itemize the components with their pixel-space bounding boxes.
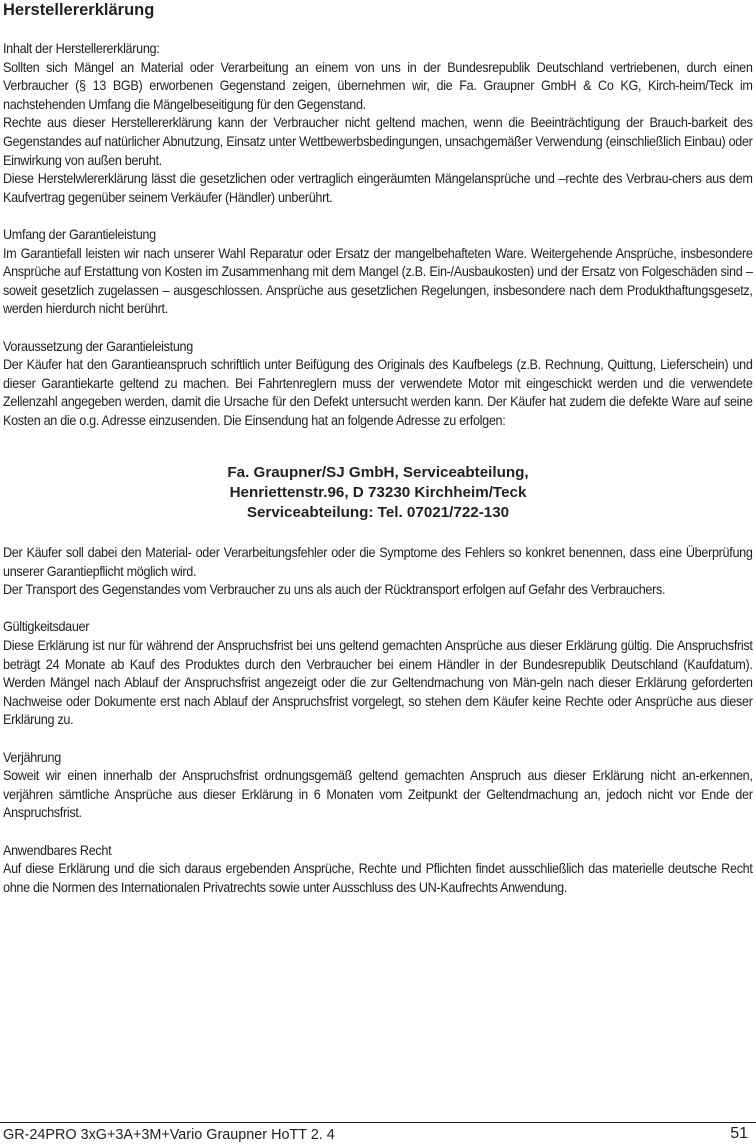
address-line-street: Henriettenstr.96, D 73230 Kirchheim/Teck [229, 484, 527, 501]
section-heading-verjaehrung: Verjährung [3, 749, 61, 765]
section-heading-recht: Anwendbares Recht [3, 842, 112, 858]
document-page [3, 0, 753, 430]
paragraph: Auf diese Erklärung und die sich daraus ergebenden Ansprüche, Rechte und Pflichten findet ausschließlich das materielle deutsche Recht ohne die Normen des Internationalen Privatrechts sowie unter Ausschluss des UN-Kaufrechts Anwendung. [3, 861, 753, 895]
address-line-phone: Serviceabteilung: Tel. 07021/722-130 [246, 504, 510, 521]
section-kaeufer [3, 544, 753, 600]
address-line-company: Fa. Graupner/SJ GmbH, Serviceabteilung, [227, 464, 529, 481]
paragraph: Der Transport des Gegenstandes vom Verbraucher zu uns als auch der Rücktransport erfolgen auf Gefahr des Verbrauchers. [3, 582, 666, 598]
service-address [3, 463, 753, 523]
section-heading-inhalt: Inhalt der Herstellererklärung: [3, 41, 160, 56]
section-recht [3, 842, 753, 898]
paragraph: Rechte aus dieser Herstellererklärung kann der Verbraucher nicht geltend machen, wenn die Beeinträchtigung der Brauch-barkeit des Gegenstandes auf natürlicher Abnutzung, Einsatz unter Wettbewerbsbedingungen, unsachgemäßer Verwendung (einschließlich Einbau) oder Einwirkung von außen beruht. [3, 115, 753, 168]
paragraph: Diese Herstelwlererklärung lässt die gesetzlichen oder vertraglich eingeräumten Mängelansprüche und –rechte des Verbrau-chers aus dem Kaufvertrag gegenüber seinem Verkäufer (Händler) unberührt. [3, 171, 753, 205]
paragraph: Sollten sich Mängel an Material oder Verarbeitung an einem von uns in der Bundesrepublik Deutschland vertriebenen, durch einen Verbraucher (§ 13 BGB) erworbenen Gegenstand zeigen, übernehmen wir, die Fa. Graupner GmbH & Co KG, Kirch-heim/Teck im nachstehenden Umfang die Mängelbeseitigung für den Gegenstand. [3, 59, 753, 112]
page-title: Herstellererklärung [3, 1, 155, 19]
section-gueltigkeit [3, 618, 753, 730]
paragraph: Im Garantiefall leisten wir nach unserer Wahl Reparatur oder Ersatz der mangelbehafteten Ware. Weitergehende Ansprüche, insbesondere Ansprüche auf Erstattung von Kosten im Zusammenhang mit dem Mangel (z.B. Ein-/Ausbaukosten) und der Ersatz von Folgeschäden sind – soweit gesetzlich zugelassen – ausgeschlossen. Ansprüche aus gesetzlichen Regelungen, insbesondere nach dem Produkthaftungsgesetz, werden hierdurch nicht berührt. [3, 245, 753, 317]
section-verjaehrung [3, 749, 753, 823]
paragraph: Der Käufer soll dabei den Material- oder Verarbeitungsfehler oder die Symptome des Fehlers so konkret benennen, dass eine Überprüfung unserer Garantiepflicht möglich wird. [3, 545, 753, 579]
section-heading-gueltigkeit: Gültigkeitsdauer [3, 619, 90, 635]
footer-product-name: GR-24PRO 3xG+3A+3M+Vario Graupner HoTT 2. 4 [3, 1127, 335, 1143]
footer-divider [0, 1122, 756, 1123]
paragraph: Der Käufer hat den Garantieanspruch schriftlich unter Beifügung des Originals des Kaufbelegs (z.B. Rechnung, Quittung, Lieferschein) und dieser Garantiekarte geltend zu machen. Bei Fahrtenreglern muss der verwendete Motor mit eingeschickt werden und die verwendete Zellenzahl angegeben werden, damit die Ursache für den Defekt untersucht werden kann. Der Käufer hat zudem die defekte Ware auf seine Kosten an die o.g. Adresse einzusenden. Die Einsendung hat an folgende Adresse zu erfolgen: [3, 357, 753, 428]
document-body-continued [3, 544, 753, 897]
section-voraussetzung [3, 338, 753, 431]
paragraph: Soweit wir einen innerhalb der Anspruchsfrist ordnungsgemäß geltend gemachten Anspruch aus dieser Erklärung nicht an-erkennen, verjähren sämtliche Ansprüche aus dieser Erklärung in 6 Monaten vom Zeitpunkt der Geltendmachung an, jedoch nicht vor Ende der Anspruchsfrist. [3, 768, 753, 821]
section-umfang [3, 226, 753, 319]
footer-page-number: 51 [730, 1125, 748, 1142]
document-body [3, 40, 753, 430]
section-inhalt [3, 40, 753, 207]
paragraph: Diese Erklärung ist nur für während der Anspruchsfrist bei uns geltend gemachten Ansprüche aus dieser Erklärung gültig. Die Anspruchsfrist beträgt 24 Monate ab Kauf des Produktes durch den Verbraucher bei einem Händler in der Bundesrepublik Deutschland (Kaufdatum). Werden Mängel nach Ablauf der Anspruchsfrist angezeigt oder die zur Geltendmachung von Män-geln nach dieser Erklärung geforderten Nachweise oder Dokumente erst nach Ablauf der Anspruchsfrist vorgelegt, so stehen dem Käufer keine Rechte oder Ansprüche aus dieser Erklärung zu. [3, 637, 753, 728]
section-heading-voraussetzung: Voraussetzung der Garantieleistung [3, 338, 193, 354]
section-heading-umfang: Umfang der Garantieleistung [3, 226, 156, 242]
